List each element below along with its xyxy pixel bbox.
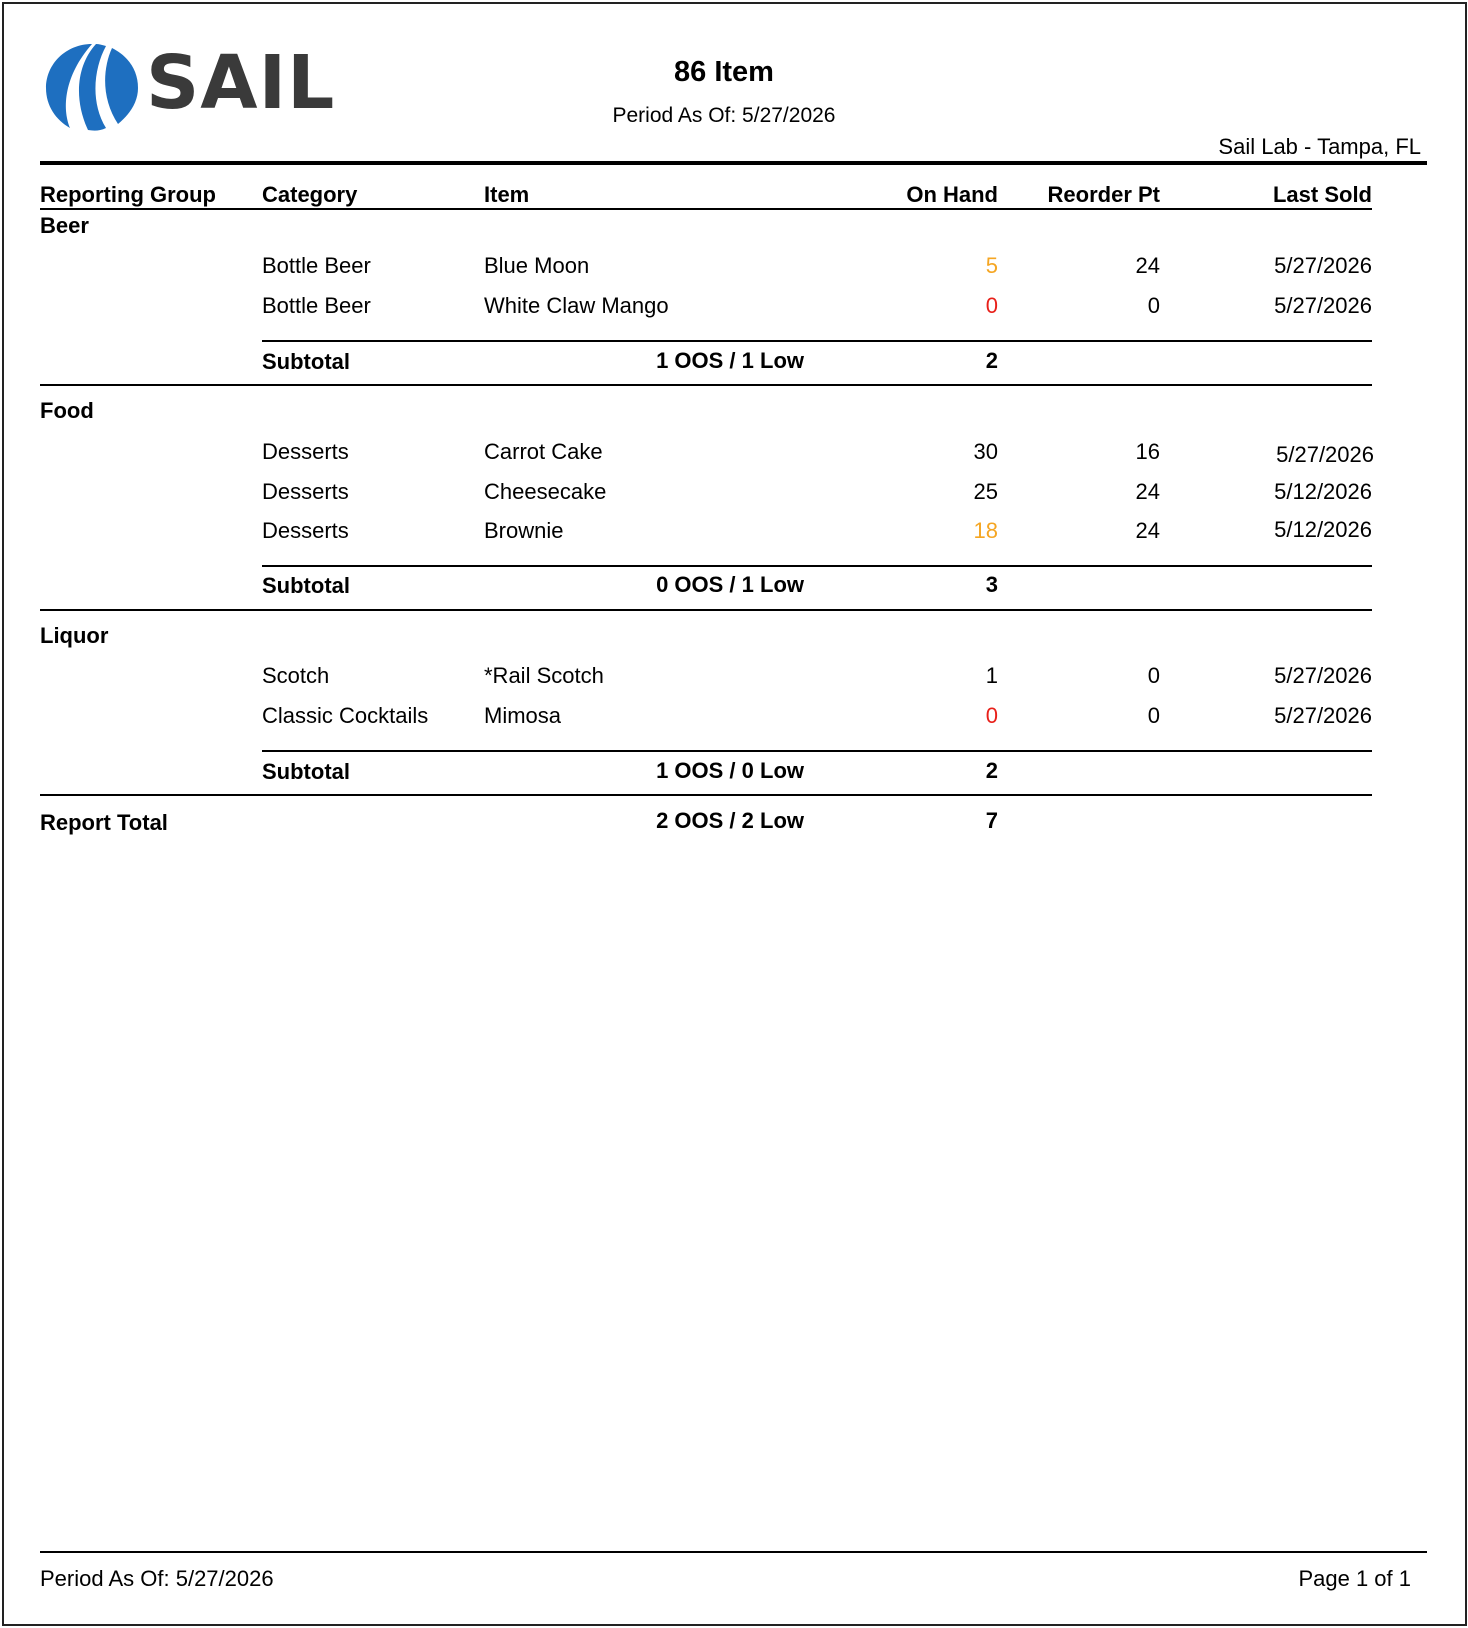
column-header-underline xyxy=(40,208,1372,210)
row-category: Desserts xyxy=(262,518,349,543)
subtotal-count: 3 xyxy=(985,572,998,597)
subtotal-label: Subtotal xyxy=(262,759,350,784)
subtotal-count: 2 xyxy=(985,758,998,783)
row-on-hand: 30 xyxy=(973,439,998,464)
group-divider xyxy=(40,609,1372,611)
row-item: Brownie xyxy=(484,518,564,543)
row-last-sold: 5/12/2026 xyxy=(1274,479,1372,504)
footer-divider xyxy=(40,1551,1427,1553)
subtotal-status: 1 OOS / 0 Low xyxy=(656,758,804,783)
row-on-hand: 25 xyxy=(973,479,998,504)
logo-wordmark: SAIL xyxy=(146,40,336,126)
row-category: Bottle Beer xyxy=(262,253,371,278)
row-reorder-pt: 24 xyxy=(1135,253,1160,278)
row-category: Classic Cocktails xyxy=(262,703,429,728)
row-category: Desserts xyxy=(262,439,349,464)
row-reorder-pt: 24 xyxy=(1135,479,1160,504)
subtotal-status: 1 OOS / 1 Low xyxy=(656,348,804,373)
row-item: Blue Moon xyxy=(484,253,590,278)
row-category: Desserts xyxy=(262,479,349,504)
row-reorder-pt: 0 xyxy=(1147,703,1160,728)
row-last-sold: 5/27/2026 xyxy=(1274,253,1372,278)
row-item: Mimosa xyxy=(484,703,562,728)
group-name: Beer xyxy=(40,213,89,238)
row-last-sold: 5/27/2026 xyxy=(1274,703,1372,728)
header-divider xyxy=(40,161,1427,165)
column-header-item: Item xyxy=(484,182,530,207)
subtotal-label: Subtotal xyxy=(262,349,350,374)
row-last-sold: 5/27/2026 xyxy=(1274,663,1372,688)
column-header-category: Category xyxy=(262,182,358,207)
group-divider xyxy=(40,794,1372,796)
subtotal-divider xyxy=(262,565,1372,567)
report-total-status: 2 OOS / 2 Low xyxy=(656,808,804,833)
row-on-hand: 0 xyxy=(985,703,998,728)
row-last-sold: 5/27/2026 xyxy=(1276,442,1374,467)
report-period: Period As Of: 5/27/2026 xyxy=(612,104,836,127)
sail-logo xyxy=(44,40,336,134)
row-last-sold: 5/12/2026 xyxy=(1274,517,1372,542)
group-divider xyxy=(40,384,1372,386)
row-reorder-pt: 0 xyxy=(1147,293,1160,318)
subtotal-divider xyxy=(262,340,1372,342)
row-on-hand: 18 xyxy=(973,518,998,543)
report-total-count: 7 xyxy=(985,808,998,833)
footer-period: Period As Of: 5/27/2026 xyxy=(40,1566,274,1591)
row-item: Cheesecake xyxy=(484,479,607,504)
row-on-hand: 0 xyxy=(985,293,998,318)
subtotal-label: Subtotal xyxy=(262,573,350,598)
row-on-hand: 1 xyxy=(985,663,998,688)
row-reorder-pt: 24 xyxy=(1135,518,1160,543)
sail-logo-icon xyxy=(44,40,140,134)
report-location: Sail Lab - Tampa, FL xyxy=(1218,134,1421,159)
report-total-label: Report Total xyxy=(40,810,168,835)
row-item: Carrot Cake xyxy=(484,439,603,464)
subtotal-count: 2 xyxy=(985,348,998,373)
subtotal-divider xyxy=(262,750,1372,752)
row-category: Scotch xyxy=(262,663,330,688)
report-page xyxy=(2,2,1467,1626)
row-on-hand: 5 xyxy=(985,253,998,278)
row-category: Bottle Beer xyxy=(262,293,371,318)
footer-page-number: Page 1 of 1 xyxy=(1298,1566,1411,1591)
subtotal-status: 0 OOS / 1 Low xyxy=(656,572,804,597)
group-name: Liquor xyxy=(40,623,109,648)
column-header-reporting-group: Reporting Group xyxy=(40,182,216,207)
row-reorder-pt: 0 xyxy=(1147,663,1160,688)
row-reorder-pt: 16 xyxy=(1135,439,1160,464)
row-item: *Rail Scotch xyxy=(484,663,604,688)
column-header-on-hand: On Hand xyxy=(906,182,998,207)
column-header-reorder-pt: Reorder Pt xyxy=(1047,182,1160,207)
group-name: Food xyxy=(40,398,94,423)
report-title: 86 Item xyxy=(674,56,774,88)
column-header-last-sold: Last Sold xyxy=(1272,182,1372,207)
row-last-sold: 5/27/2026 xyxy=(1274,293,1372,318)
row-item: White Claw Mango xyxy=(484,293,669,318)
